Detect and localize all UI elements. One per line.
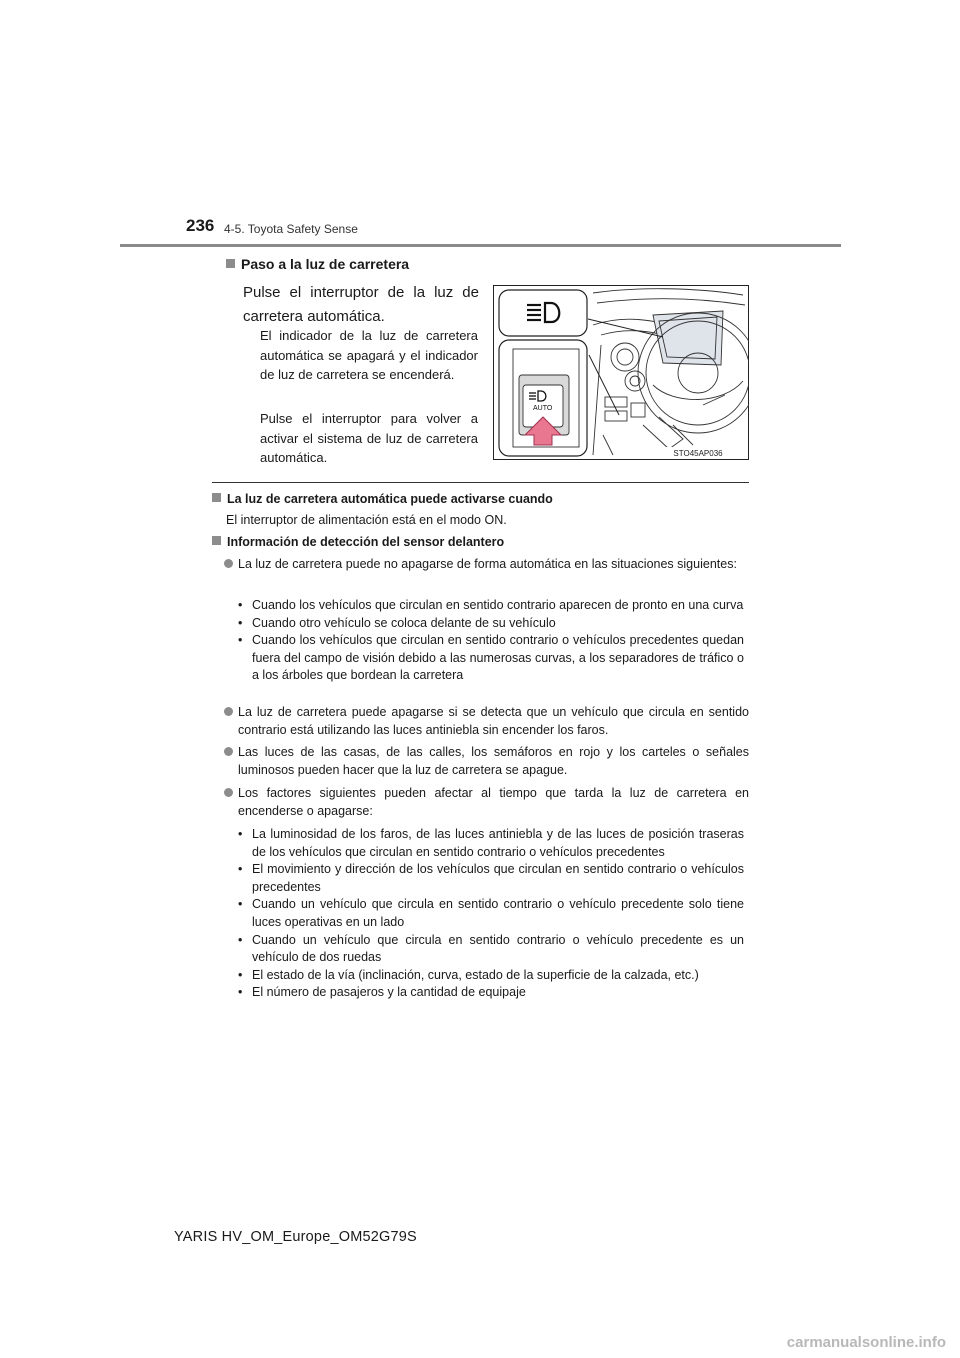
square-bullet-icon xyxy=(212,536,221,545)
illustration-dashboard-switch xyxy=(493,285,749,460)
illustration-code: STO45AP036 xyxy=(673,449,723,458)
section-title: 4-5. Toyota Safety Sense xyxy=(224,222,358,236)
list-situations xyxy=(234,597,744,685)
bullet-fog-lights: La luz de carretera puede apagarse si se detecta que un vehículo que circula en sentido contrario está utilizando las luces antiniebla sin encender los faros. xyxy=(212,703,749,739)
info-heading-text: La luz de carretera automática puede activarse cuando xyxy=(227,492,553,506)
headlight-icon-callout xyxy=(499,290,587,336)
page-number: 236 xyxy=(186,216,215,235)
list-item: • El movimiento y dirección de los vehículos que circulan en sentido contrario o vehículos precedentes xyxy=(234,861,744,896)
auto-label: AUTO xyxy=(533,405,553,412)
round-bullet-icon xyxy=(224,707,233,716)
section-rule xyxy=(212,482,749,483)
main-instruction: Pulse el interruptor de la luz de carretera automática. xyxy=(243,284,479,325)
square-bullet-icon xyxy=(226,259,235,268)
info-heading-text: Información de detección del sensor delantero xyxy=(227,535,505,549)
info-heading-activation xyxy=(212,492,553,506)
list-item: • Cuando los vehículos que circulan en sentido contrario aparecen de pronto en una curva xyxy=(234,597,744,615)
round-bullet-icon xyxy=(224,559,233,568)
heading-text: Paso a la luz de carretera xyxy=(241,256,410,272)
watermark: carmanualsonline.info xyxy=(786,1334,946,1351)
heading-high-beam xyxy=(226,256,409,272)
bullet-factors: Los factores siguientes pueden afectar al tiempo que tarda la luz de carretera en encenderse o apagarse: xyxy=(212,784,749,820)
list-item: • El número de pasajeros y la cantidad de equipaje xyxy=(234,984,744,1002)
footer-doc-id: YARIS HV_OM_Europe_OM52G79S xyxy=(174,1229,417,1245)
list-item: • Cuando otro vehículo se coloca delante de su vehículo xyxy=(234,615,744,633)
list-item: • Cuando un vehículo que circula en sentido contrario o vehículo precedente solo tiene luces operativas en un lado xyxy=(234,896,744,931)
round-bullet-icon xyxy=(224,747,233,756)
bullet-street-lights: Las luces de las casas, de las calles, los semáforos en rojo y los carteles o señales luminosos pueden hacer que la luz de carretera se apague. xyxy=(212,743,749,779)
list-item: • El estado de la vía (inclinación, curva, estado de la superficie de la calzada, etc.) xyxy=(234,967,744,985)
list-factors xyxy=(234,826,744,1002)
list-item: • Cuando los vehículos que circulan en sentido contrario o vehículos precedentes quedan fuera del campo de visión debido a las numerosas curvas, a los separadores de tráfico o a los árboles que bordean la carretera xyxy=(234,632,744,685)
info-heading-sensor xyxy=(212,535,504,549)
note-indicator: El indicador de la luz de carretera automática se apagará y el indicador de luz de carretera se encenderá. xyxy=(260,328,478,382)
list-item: • La luminosidad de los faros, de las luces antiniebla y de las luces de posición traseras de los vehículos que circulan en sentido contrario o vehículos precedentes xyxy=(234,826,744,861)
info-body-activation: El interruptor de alimentación está en el modo ON. xyxy=(226,513,507,527)
square-bullet-icon xyxy=(212,493,221,502)
bullet-not-off: La luz de carretera puede no apagarse de forma automática en las situaciones siguientes: xyxy=(212,555,749,573)
round-bullet-icon xyxy=(224,788,233,797)
list-item: • Cuando un vehículo que circula en sentido contrario o vehículo precedente es un vehículo de dos ruedas xyxy=(234,932,744,967)
header-rule xyxy=(120,244,841,247)
note-reactivate: Pulse el interruptor para volver a activar el sistema de luz de carretera automática. xyxy=(260,411,478,465)
